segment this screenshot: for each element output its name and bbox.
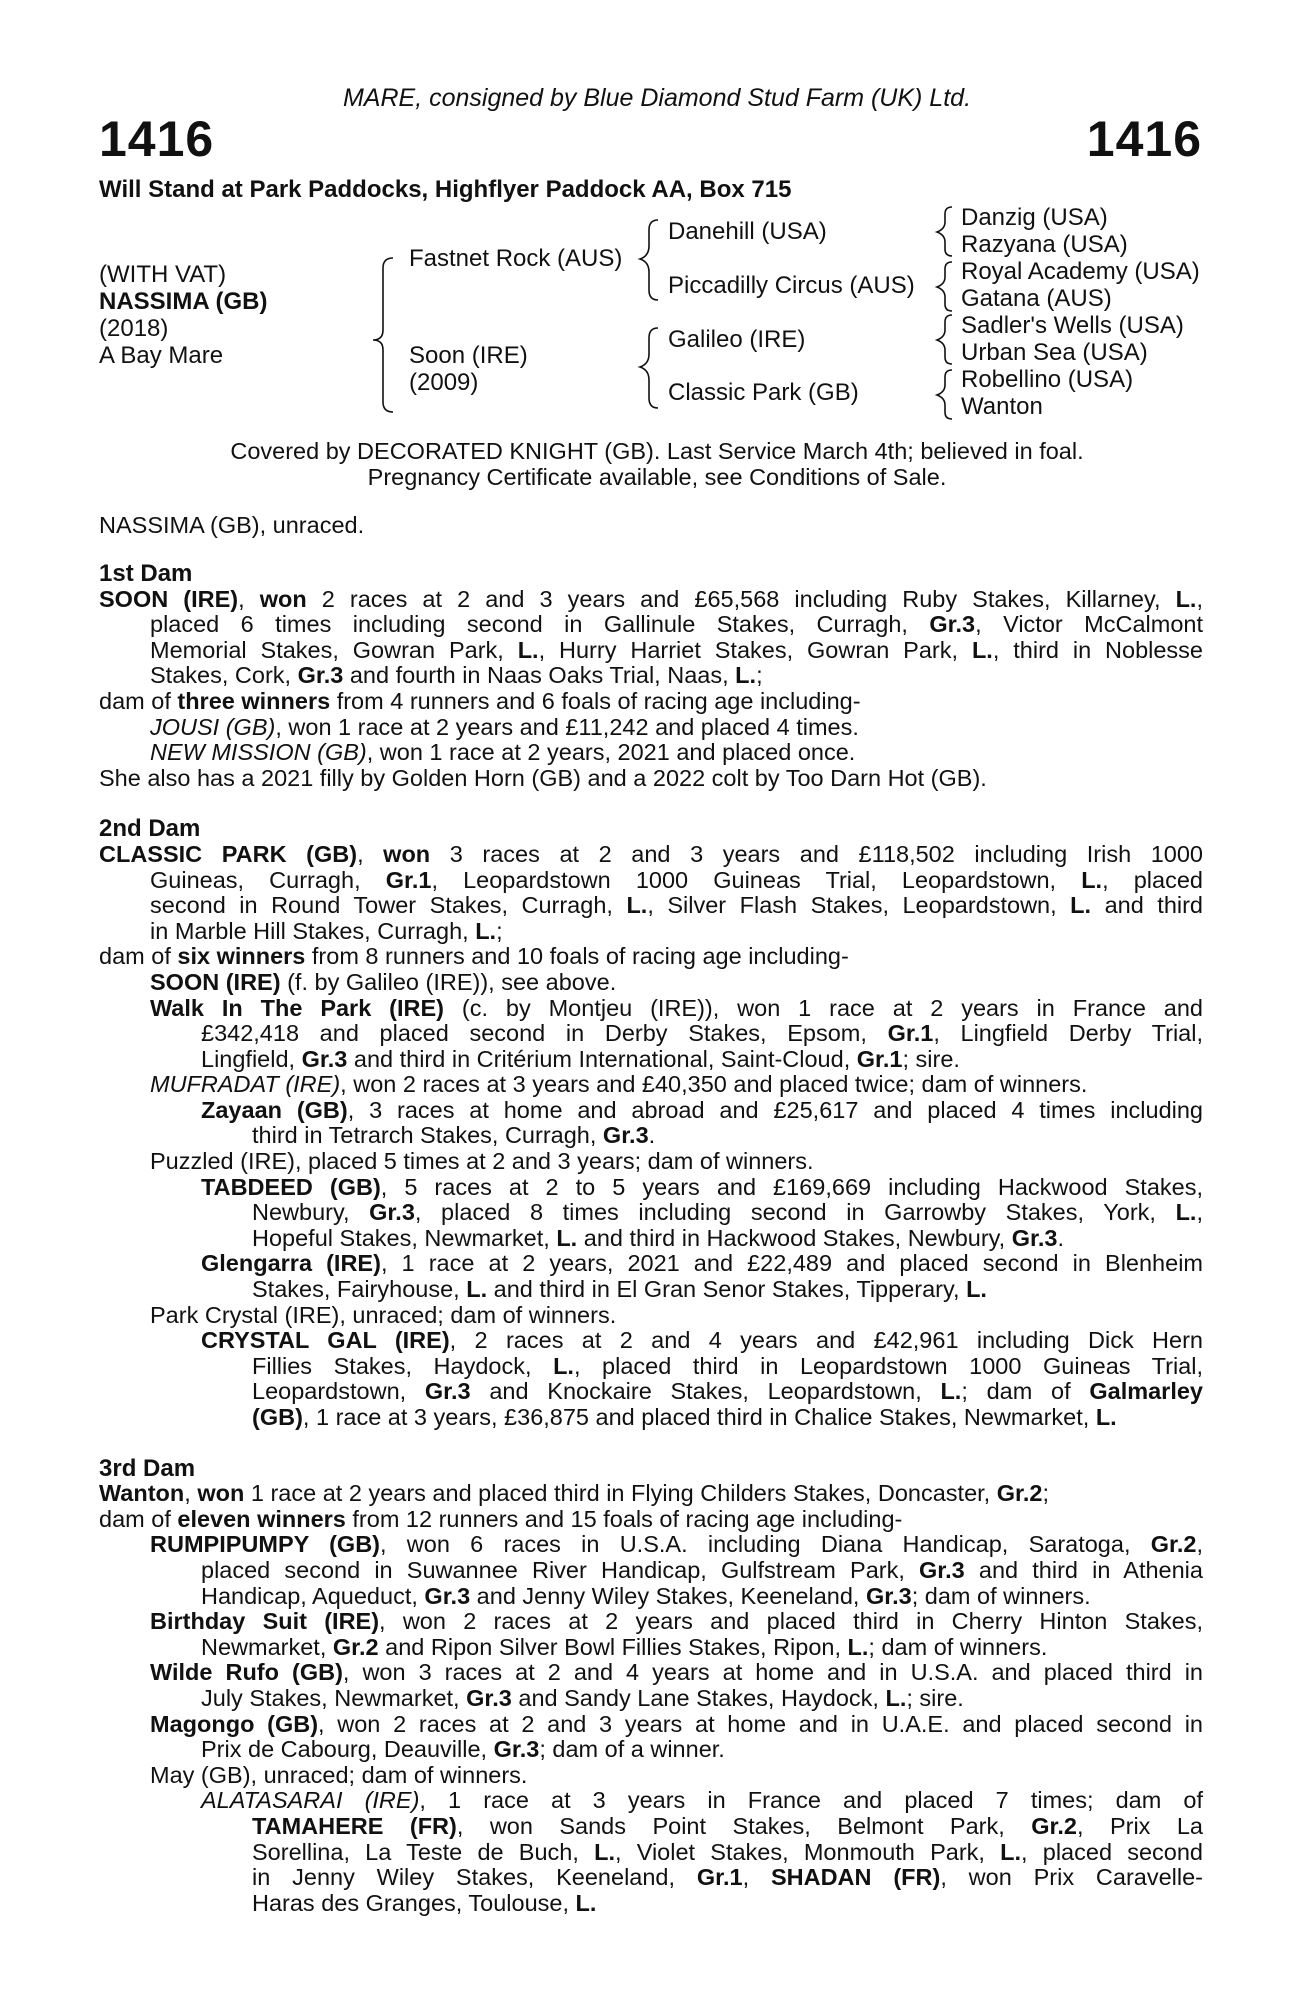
text-line: ALATASARAI (IRE), 1 race at 3 years in France and placed 7 times; dam of	[201, 1787, 1203, 1814]
pedigree-sire-sire: Danehill (USA)	[668, 218, 827, 245]
horse-year: (2018)	[99, 315, 169, 342]
text-line: She also has a 2021 filly by Golden Horn (GB) and a 2022 colt by Too Darn Hot (GB).	[99, 764, 987, 791]
text-line: Zayaan (GB), 3 races at home and abroad and £25,617 and placed 4 times including	[201, 1096, 1204, 1123]
text-line: Puzzled (IRE), placed 5 times at 2 and 3 years; dam of winners.	[150, 1148, 814, 1175]
text-line: dam of six winners from 8 runners and 10 foals of racing age including-	[99, 943, 849, 970]
consignor-line: MARE, consigned by Blue Diamond Stud Farm (UK) Ltd.	[342, 84, 972, 112]
pedigree-dss: Sadler's Wells (USA)	[961, 312, 1184, 339]
second-dam-section	[99, 842, 1203, 1431]
lot-number-left: 1416	[99, 111, 215, 167]
pedigree-sss: Danzig (USA)	[961, 204, 1108, 231]
text-line: in Jenny Wiley Stakes, Keeneland, Gr.1, SHADAN (FR), won Prix Caravelle-	[252, 1864, 1203, 1891]
first-dam-heading: 1st Dam	[99, 560, 193, 587]
first-dam-section	[99, 587, 1203, 792]
bracket-ds	[937, 315, 952, 364]
pedigree-sire: Fastnet Rock (AUS)	[409, 245, 623, 272]
text-line: RUMPIPUMPY (GB), won 6 races in U.S.A. including Diana Handicap, Saratoga, Gr.2,	[150, 1531, 1203, 1558]
text-line: Stakes, Fairyhouse, L. and third in El Gran Senor Stakes, Tipperary, L.	[252, 1276, 987, 1303]
text-line: Newmarket, Gr.2 and Ripon Silver Bowl Fillies Stakes, Ripon, L.; dam of winners.	[201, 1633, 1048, 1660]
text-line: second in Round Tower Stakes, Curragh, L., Silver Flash Stakes, Leopardstown, L. and third	[150, 892, 1204, 919]
produce-record	[99, 561, 1203, 1916]
pedigree-sire-dam: Piccadilly Circus (AUS)	[668, 272, 915, 299]
covering-line-1: Covered by DECORATED KNIGHT (GB). Last Service March 4th; believed in foal.	[230, 438, 1084, 464]
text-line: Prix de Cabourg, Deauville, Gr.3; dam of a winner.	[201, 1736, 725, 1763]
text-line: Glengarra (IRE), 1 race at 2 years, 2021 and £22,489 and placed second in Blenheim	[201, 1250, 1203, 1277]
pedigree-dam-year: (2009)	[409, 369, 479, 396]
text-line: Haras des Granges, Toulouse, L.	[252, 1889, 597, 1916]
bracket-ss	[937, 207, 952, 256]
bracket-sd	[937, 262, 952, 311]
stand-location: Will Stand at Park Paddocks, Highflyer Paddock AA, Box 715	[99, 176, 792, 203]
text-line: Wilde Rufo (GB), won 3 races at 2 and 4 years at home and in U.S.A. and placed third in	[150, 1659, 1203, 1686]
covering-notice	[0, 438, 1314, 490]
text-line: NEW MISSION (GB), won 1 race at 2 years, 2021 and placed once.	[150, 739, 856, 766]
text-line: JOUSI (GB), won 1 race at 2 years and £11,242 and placed 4 times.	[150, 713, 859, 740]
text-line: MUFRADAT (IRE), won 2 races at 3 years and £40,350 and placed twice; dam of winners.	[150, 1071, 1088, 1098]
text-line: Sorellina, La Teste de Buch, L., Violet Stakes, Monmouth Park, L., placed second	[252, 1838, 1203, 1865]
text-line: CRYSTAL GAL (IRE), 2 races at 2 and 4 years and £42,961 including Dick Hern	[201, 1327, 1203, 1354]
text-line: Park Crystal (IRE), unraced; dam of winners.	[150, 1301, 617, 1328]
third-dam-section	[99, 1481, 1203, 1916]
text-line: dam of eleven winners from 12 runners and 15 foals of racing age including-	[99, 1505, 903, 1532]
pedigree-dam-dam: Classic Park (GB)	[668, 379, 859, 406]
text-line: TABDEED (GB), 5 races at 2 to 5 years and £169,669 including Hackwood Stakes,	[201, 1173, 1203, 1200]
horse-name: NASSIMA (GB)	[99, 288, 268, 315]
text-line: Memorial Stakes, Gowran Park, L., Hurry Harriet Stakes, Gowran Park, L., third in Noblesse	[150, 636, 1204, 663]
text-line: Birthday Suit (IRE), won 2 races at 2 years and placed third in Cherry Hinton Stakes,	[150, 1608, 1203, 1635]
bracket-main	[373, 258, 393, 412]
text-line: dam of three winners from 4 runners and 6 foals of racing age including-	[99, 687, 861, 714]
text-line: (GB), 1 race at 3 years, £36,875 and placed third in Chalice Stakes, Newmarket, L.	[252, 1404, 1117, 1430]
text-line: Lingfield, Gr.3 and third in Critérium International, Saint-Cloud, Gr.1; sire.	[201, 1045, 960, 1072]
text-line: Guineas, Curragh, Gr.1, Leopardstown 1000 Guineas Trial, Leopardstown, L., placed	[150, 866, 1203, 893]
text-line: TAMAHERE (FR), won Sands Point Stakes, Belmont Park, Gr.2, Prix La	[252, 1812, 1203, 1839]
text-line: Hopeful Stakes, Newmarket, L. and third in Hackwood Stakes, Newbury, Gr.3.	[252, 1224, 1065, 1251]
text-line: Leopardstown, Gr.3 and Knockaire Stakes, Leopardstown, L.; dam of Galmarley	[252, 1378, 1203, 1405]
pedigree-ssd: Razyana (USA)	[961, 231, 1128, 258]
pedigree-ddd: Wanton	[961, 393, 1043, 420]
text-line: in Marble Hill Stakes, Curragh, L.;	[150, 917, 503, 944]
pedigree-sds: Royal Academy (USA)	[961, 258, 1200, 285]
race-record: NASSIMA (GB), unraced.	[99, 512, 365, 538]
second-dam-heading: 2nd Dam	[99, 815, 201, 843]
text-line: placed 6 times including second in Gallinule Stakes, Curragh, Gr.3, Victor McCalmont	[150, 611, 1203, 638]
pedigree-dam: Soon (IRE)	[409, 342, 528, 369]
pedigree-sdd: Gatana (AUS)	[961, 285, 1112, 312]
pedigree-dds: Robellino (USA)	[961, 366, 1134, 393]
third-dam-heading: 3rd Dam	[99, 1454, 196, 1482]
lot-number-right: 1416	[1086, 111, 1202, 167]
text-line: SOON (IRE), won 2 races at 2 and 3 years and £65,568 including Ruby Stakes, Killarney, L.,	[99, 585, 1203, 612]
text-line: Magongo (GB), won 2 races at 2 and 3 years at home and in U.A.E. and placed second in	[150, 1710, 1203, 1737]
text-line: Handicap, Aqueduct, Gr.3 and Jenny Wiley Stakes, Keeneland, Gr.3; dam of winners.	[201, 1582, 1091, 1609]
text-line: Walk In The Park (IRE) (c. by Montjeu (IRE)), won 1 race at 2 years in France and	[150, 994, 1203, 1021]
pedigree-dam-sire: Galileo (IRE)	[668, 326, 806, 353]
covering-line-2: Pregnancy Certificate available, see Conditions of Sale.	[367, 464, 947, 490]
text-line: July Stakes, Newmarket, Gr.3 and Sandy Lane Stakes, Haydock, L.; sire.	[201, 1684, 964, 1711]
bracket-dd	[937, 370, 952, 419]
text-line: third in Tetrarch Stakes, Curragh, Gr.3.	[252, 1122, 656, 1149]
text-line: Wanton, won 1 race at 2 years and placed third in Flying Childers Stakes, Doncaster, Gr.2;	[99, 1480, 1049, 1507]
text-line: Newbury, Gr.3, placed 8 times including second in Garrowby Stakes, York, L.,	[252, 1199, 1203, 1226]
horse-description: A Bay Mare	[99, 342, 224, 369]
vat-label: (WITH VAT)	[99, 261, 227, 288]
text-line: CLASSIC PARK (GB), won 3 races at 2 and 3 years and £118,502 including Irish 1000	[99, 840, 1203, 867]
text-line: Fillies Stakes, Haydock, L., placed third in Leopardstown 1000 Guineas Trial,	[252, 1352, 1203, 1379]
text-line: SOON (IRE) (f. by Galileo (IRE)), see above.	[150, 968, 617, 995]
text-line: Stakes, Cork, Gr.3 and fourth in Naas Oaks Trial, Naas, L.;	[150, 662, 763, 689]
pedigree-dsd: Urban Sea (USA)	[961, 339, 1148, 366]
text-line: May (GB), unraced; dam of winners.	[150, 1761, 528, 1788]
text-line: placed second in Suwannee River Handicap, Gulfstream Park, Gr.3 and third in Athenia	[201, 1556, 1203, 1583]
text-line: £342,418 and placed second in Derby Stakes, Epsom, Gr.1, Lingfield Derby Trial,	[201, 1020, 1203, 1047]
bracket-sire	[640, 220, 658, 300]
bracket-dam	[640, 328, 658, 408]
